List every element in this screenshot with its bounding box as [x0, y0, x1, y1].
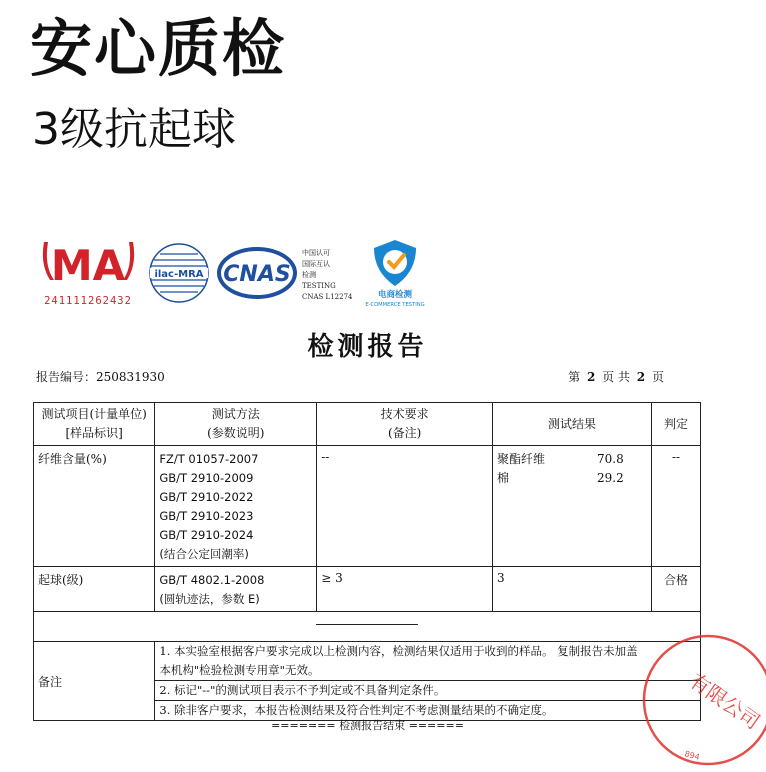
row-item: 纤维含量(%): [34, 446, 155, 567]
cnas-desc-line: 检测: [302, 271, 316, 279]
page-mid: 页 共: [602, 370, 630, 384]
page-suffix: 页: [651, 370, 664, 384]
notes-row: [34, 642, 701, 721]
note-line: 2. 标记"--"的测试项目表示不予判定或不具备判定条件。: [155, 681, 700, 701]
method-line: (结合公定回潮率): [159, 547, 249, 561]
header-result: 测试结果: [493, 403, 652, 446]
method-line: GB/T 2910-2009: [159, 471, 254, 485]
result-entry: [497, 450, 647, 469]
cnas-logo: [216, 246, 298, 300]
report-number-value: 250831930: [96, 370, 165, 384]
row-methods: [155, 567, 317, 612]
header-judgement: 判定: [652, 403, 701, 446]
certification-logos: [40, 236, 440, 311]
row-results: [493, 446, 652, 567]
header-item-line: 测试项目(计量单位): [41, 407, 147, 421]
official-seal-stamp: [636, 628, 766, 768]
result-name: 聚酯纤维: [497, 452, 546, 466]
row-judgement: 合格: [652, 567, 701, 612]
ilac-text: ilac-MRA: [154, 269, 204, 280]
ma-number: 241111262432: [44, 295, 132, 307]
header-req-line: 技术要求: [380, 407, 429, 421]
test-results-table: [33, 402, 701, 721]
blank-row: [34, 612, 701, 642]
cnas-description: [302, 248, 360, 303]
report-number-label: 报告编号：: [36, 370, 97, 384]
result-name: 棉: [497, 471, 510, 485]
method-line: GB/T 2910-2022: [159, 490, 254, 504]
header-req-line: (备注): [387, 426, 422, 440]
ect-en-text: E-COMMERCE TESTING: [365, 302, 425, 308]
row-methods: [155, 446, 317, 567]
table-row: [34, 567, 701, 612]
blank-cell: [34, 612, 701, 642]
page-indicator: [568, 368, 664, 385]
method-line: (圆轨迹法，参数 E): [159, 592, 260, 606]
method-line: GB/T 2910-2023: [159, 509, 254, 523]
ma-text: MA: [50, 241, 126, 290]
hero-subtitle: 3级抗起球: [32, 104, 236, 155]
table-header-row: [34, 403, 701, 446]
result-value: 70.8: [597, 452, 624, 466]
table-row: [34, 446, 701, 567]
result-value: 29.2: [597, 471, 624, 485]
method-line: GB/T 2910-2024: [159, 528, 254, 542]
cnas-desc-line: 中国认可: [302, 249, 330, 257]
header-item: [34, 403, 155, 446]
report-title: 检测报告: [307, 332, 428, 362]
cnas-text: CNAS: [223, 262, 291, 287]
report-number: [36, 368, 165, 385]
stamp-text: 有限公司: [685, 668, 765, 734]
ecommerce-testing-logo: [360, 236, 430, 310]
ilac-mra-logo: [148, 242, 210, 304]
blank-divider: [316, 624, 418, 625]
report-end-line: ======= 检测报告结束 ======: [271, 719, 464, 732]
hero-title: 安心质检: [30, 12, 287, 85]
result-entry: [497, 469, 647, 488]
header-method-line: 测试方法: [211, 407, 260, 421]
row-requirement: ≥ 3: [317, 567, 493, 612]
cnas-desc-line: TESTING: [302, 282, 336, 290]
row-item: 起球(级): [34, 567, 155, 612]
header-item-line: [样品标识]: [65, 426, 123, 440]
page-total: 2: [636, 370, 646, 384]
stamp-number: 894: [683, 749, 701, 762]
cnas-desc-line: 国际互认: [302, 260, 330, 268]
method-line: GB/T 4802.1-2008: [159, 573, 265, 587]
notes-cell: [155, 642, 701, 721]
page-current: 2: [586, 370, 596, 384]
notes-label: 备注: [34, 642, 155, 721]
row-result: 3: [493, 567, 652, 612]
cnas-desc-line: CNAS L12274: [302, 293, 353, 301]
header-requirement: [317, 403, 493, 446]
method-line: FZ/T 01057-2007: [159, 452, 259, 466]
note-line: 本机构"检验检测专用章"无效。: [155, 661, 700, 681]
header-method-line: (参数说明): [207, 426, 265, 440]
note-line: 3. 除非客户要求，本报告检测结果及符合性判定不考虑测量结果的不确定度。: [159, 703, 554, 717]
ect-cn-text: 电商检测: [377, 290, 413, 300]
row-judgement: --: [652, 446, 701, 567]
row-requirement: --: [317, 446, 493, 567]
cma-logo: [40, 236, 137, 310]
header-method: [155, 403, 317, 446]
page-prefix: 第: [568, 370, 581, 384]
note-line: 1. 本实验室根据客户要求完成以上检测内容，检测结果仅适用于收到的样品。 复制报告未加盖: [159, 644, 638, 658]
